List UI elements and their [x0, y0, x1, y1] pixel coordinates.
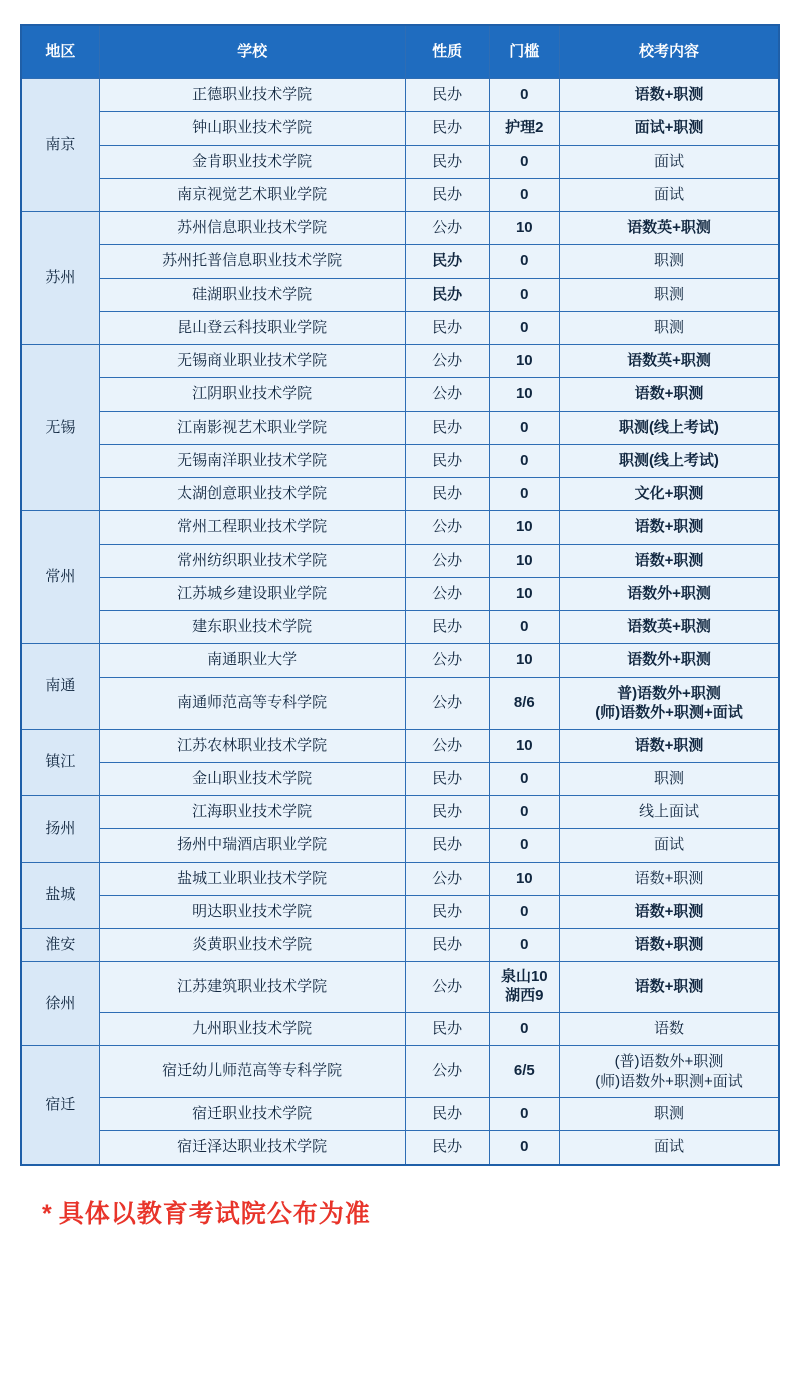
school-cell: 常州纺织职业技术学院	[99, 544, 405, 577]
exam-cell: 面试	[559, 178, 779, 211]
school-cell: 无锡南洋职业技术学院	[99, 444, 405, 477]
type-cell: 民办	[405, 145, 489, 178]
school-cell: 江阴职业技术学院	[99, 378, 405, 411]
threshold-cell: 泉山10 湖西9	[489, 962, 559, 1013]
school-cell: 常州工程职业技术学院	[99, 511, 405, 544]
threshold-cell: 10	[489, 378, 559, 411]
school-cell: 江苏建筑职业技术学院	[99, 962, 405, 1013]
exam-cell: 语数	[559, 1012, 779, 1045]
threshold-cell: 10	[489, 862, 559, 895]
exam-cell: 语数外+职测	[559, 644, 779, 677]
threshold-cell: 0	[489, 796, 559, 829]
school-cell: 正德职业技术学院	[99, 79, 405, 112]
threshold-cell: 6/5	[489, 1046, 559, 1098]
region-cell: 无锡	[21, 345, 99, 511]
threshold-cell: 0	[489, 895, 559, 928]
school-cell: 硅湖职业技术学院	[99, 278, 405, 311]
school-cell: 金肯职业技术学院	[99, 145, 405, 178]
table-row	[21, 1131, 779, 1165]
footnote	[42, 1194, 780, 1230]
exam-cell: 职测	[559, 278, 779, 311]
table-row	[21, 411, 779, 444]
header-threshold: 门槛	[489, 25, 559, 79]
school-cell: 明达职业技术学院	[99, 895, 405, 928]
region-cell: 盐城	[21, 862, 99, 929]
school-cell: 太湖创意职业技术学院	[99, 478, 405, 511]
region-cell: 扬州	[21, 796, 99, 863]
region-cell: 镇江	[21, 729, 99, 796]
school-cell: 宿迁幼儿师范高等专科学院	[99, 1046, 405, 1098]
exam-cell: 语数+职测	[559, 544, 779, 577]
threshold-cell: 10	[489, 345, 559, 378]
table-row	[21, 79, 779, 112]
header-type: 性质	[405, 25, 489, 79]
threshold-cell: 0	[489, 478, 559, 511]
table-header	[21, 25, 779, 79]
school-cell: 扬州中瑞酒店职业学院	[99, 829, 405, 862]
type-cell: 民办	[405, 278, 489, 311]
type-cell: 公办	[405, 729, 489, 762]
exam-cell: 语数英+职测	[559, 345, 779, 378]
threshold-cell: 0	[489, 145, 559, 178]
threshold-cell: 0	[489, 829, 559, 862]
type-cell: 民办	[405, 444, 489, 477]
table-row	[21, 145, 779, 178]
type-cell: 公办	[405, 1046, 489, 1098]
school-cell: 金山职业技术学院	[99, 762, 405, 795]
type-cell: 民办	[405, 178, 489, 211]
exam-cell: 面试	[559, 145, 779, 178]
school-cell: 江南影视艺术职业学院	[99, 411, 405, 444]
type-cell: 公办	[405, 862, 489, 895]
footnote-star: *	[42, 1199, 53, 1228]
table-row	[21, 796, 779, 829]
type-cell: 民办	[405, 762, 489, 795]
header-school: 学校	[99, 25, 405, 79]
exam-cell: 语数英+职测	[559, 611, 779, 644]
type-cell: 民办	[405, 478, 489, 511]
threshold-cell: 10	[489, 577, 559, 610]
school-cell: 钟山职业技术学院	[99, 112, 405, 145]
type-cell: 公办	[405, 378, 489, 411]
threshold-cell: 0	[489, 311, 559, 344]
school-cell: 南通师范高等专科学院	[99, 677, 405, 729]
school-cell: 炎黄职业技术学院	[99, 929, 405, 962]
exam-cell: 面试	[559, 829, 779, 862]
exam-cell: 语数+职测	[559, 511, 779, 544]
school-cell: 苏州信息职业技术学院	[99, 212, 405, 245]
table-row	[21, 762, 779, 795]
threshold-cell: 0	[489, 611, 559, 644]
exam-cell: 语数英+职测	[559, 212, 779, 245]
exam-cell: 职测	[559, 245, 779, 278]
school-cell: 江海职业技术学院	[99, 796, 405, 829]
table-row	[21, 1012, 779, 1045]
table-row	[21, 278, 779, 311]
type-cell: 公办	[405, 644, 489, 677]
table-row	[21, 178, 779, 211]
table-row	[21, 862, 779, 895]
type-cell: 民办	[405, 611, 489, 644]
region-cell: 常州	[21, 511, 99, 644]
table-row	[21, 577, 779, 610]
exam-cell: 语数+职测	[559, 929, 779, 962]
school-cell: 南通职业大学	[99, 644, 405, 677]
threshold-cell: 0	[489, 411, 559, 444]
table-row	[21, 478, 779, 511]
type-cell: 公办	[405, 212, 489, 245]
type-cell: 公办	[405, 962, 489, 1013]
table-row	[21, 444, 779, 477]
threshold-cell: 0	[489, 245, 559, 278]
table-row	[21, 1098, 779, 1131]
type-cell: 民办	[405, 245, 489, 278]
region-cell: 淮安	[21, 929, 99, 962]
region-cell: 南通	[21, 644, 99, 729]
exam-cell: 语数+职测	[559, 378, 779, 411]
exam-cell: 线上面试	[559, 796, 779, 829]
threshold-cell: 0	[489, 178, 559, 211]
exam-cell: 职测	[559, 311, 779, 344]
table-row	[21, 212, 779, 245]
threshold-cell: 8/6	[489, 677, 559, 729]
threshold-cell: 10	[489, 212, 559, 245]
header-region: 地区	[21, 25, 99, 79]
threshold-cell: 10	[489, 644, 559, 677]
type-cell: 民办	[405, 1098, 489, 1131]
table-row	[21, 644, 779, 677]
table-row	[21, 544, 779, 577]
type-cell: 公办	[405, 677, 489, 729]
school-cell: 九州职业技术学院	[99, 1012, 405, 1045]
type-cell: 公办	[405, 345, 489, 378]
exam-cell: 语数+职测	[559, 895, 779, 928]
school-cell: 南京视觉艺术职业学院	[99, 178, 405, 211]
table-row	[21, 511, 779, 544]
school-cell: 宿迁职业技术学院	[99, 1098, 405, 1131]
school-cell: 昆山登云科技职业学院	[99, 311, 405, 344]
threshold-cell: 0	[489, 1131, 559, 1165]
threshold-cell: 0	[489, 1098, 559, 1131]
table-row	[21, 311, 779, 344]
table-row	[21, 112, 779, 145]
exam-cell: 文化+职测	[559, 478, 779, 511]
table-body	[21, 79, 779, 1165]
school-cell: 江苏城乡建设职业学院	[99, 577, 405, 610]
table-row	[21, 677, 779, 729]
type-cell: 民办	[405, 1012, 489, 1045]
school-cell: 无锡商业职业技术学院	[99, 345, 405, 378]
table-row	[21, 929, 779, 962]
threshold-cell: 0	[489, 929, 559, 962]
exam-cell: 面试	[559, 1131, 779, 1165]
table-row	[21, 245, 779, 278]
region-cell: 南京	[21, 79, 99, 212]
exam-cell: 职测(线上考试)	[559, 411, 779, 444]
region-cell: 徐州	[21, 962, 99, 1046]
type-cell: 民办	[405, 1131, 489, 1165]
type-cell: 公办	[405, 577, 489, 610]
exam-cell: 职测	[559, 1098, 779, 1131]
school-cell: 盐城工业职业技术学院	[99, 862, 405, 895]
footnote-text: 具体以教育考试院公布为准	[58, 1199, 371, 1228]
region-cell: 苏州	[21, 212, 99, 345]
threshold-cell: 护理2	[489, 112, 559, 145]
exam-cell: 职测	[559, 762, 779, 795]
table-row	[21, 611, 779, 644]
threshold-cell: 0	[489, 444, 559, 477]
threshold-cell: 0	[489, 1012, 559, 1045]
header-row	[21, 25, 779, 79]
type-cell: 民办	[405, 112, 489, 145]
type-cell: 民办	[405, 796, 489, 829]
type-cell: 民办	[405, 411, 489, 444]
school-cell: 建东职业技术学院	[99, 611, 405, 644]
school-cell: 宿迁泽达职业技术学院	[99, 1131, 405, 1165]
type-cell: 民办	[405, 929, 489, 962]
school-cell: 苏州托普信息职业技术学院	[99, 245, 405, 278]
table-row	[21, 962, 779, 1013]
table-row	[21, 378, 779, 411]
table-row	[21, 895, 779, 928]
table-row	[21, 829, 779, 862]
exam-cell: 语数+职测	[559, 962, 779, 1013]
threshold-cell: 10	[489, 544, 559, 577]
table-row	[21, 1046, 779, 1098]
threshold-cell: 0	[489, 278, 559, 311]
admissions-table	[20, 24, 780, 1166]
threshold-cell: 0	[489, 79, 559, 112]
type-cell: 民办	[405, 829, 489, 862]
school-cell: 江苏农林职业技术学院	[99, 729, 405, 762]
exam-cell: 语数+职测	[559, 729, 779, 762]
threshold-cell: 10	[489, 511, 559, 544]
threshold-cell: 10	[489, 729, 559, 762]
exam-cell: 面试+职测	[559, 112, 779, 145]
exam-cell: (普)语数外+职测 (师)语数外+职测+面试	[559, 1046, 779, 1098]
region-cell: 宿迁	[21, 1046, 99, 1165]
type-cell: 民办	[405, 311, 489, 344]
exam-cell: 职测(线上考试)	[559, 444, 779, 477]
table-row	[21, 345, 779, 378]
exam-cell: 语数+职测	[559, 862, 779, 895]
table-row	[21, 729, 779, 762]
threshold-cell: 0	[489, 762, 559, 795]
type-cell: 公办	[405, 544, 489, 577]
exam-cell: 语数外+职测	[559, 577, 779, 610]
exam-cell: 普)语数外+职测 (师)语数外+职测+面试	[559, 677, 779, 729]
type-cell: 民办	[405, 79, 489, 112]
exam-cell: 语数+职测	[559, 79, 779, 112]
header-exam: 校考内容	[559, 25, 779, 79]
type-cell: 民办	[405, 895, 489, 928]
type-cell: 公办	[405, 511, 489, 544]
